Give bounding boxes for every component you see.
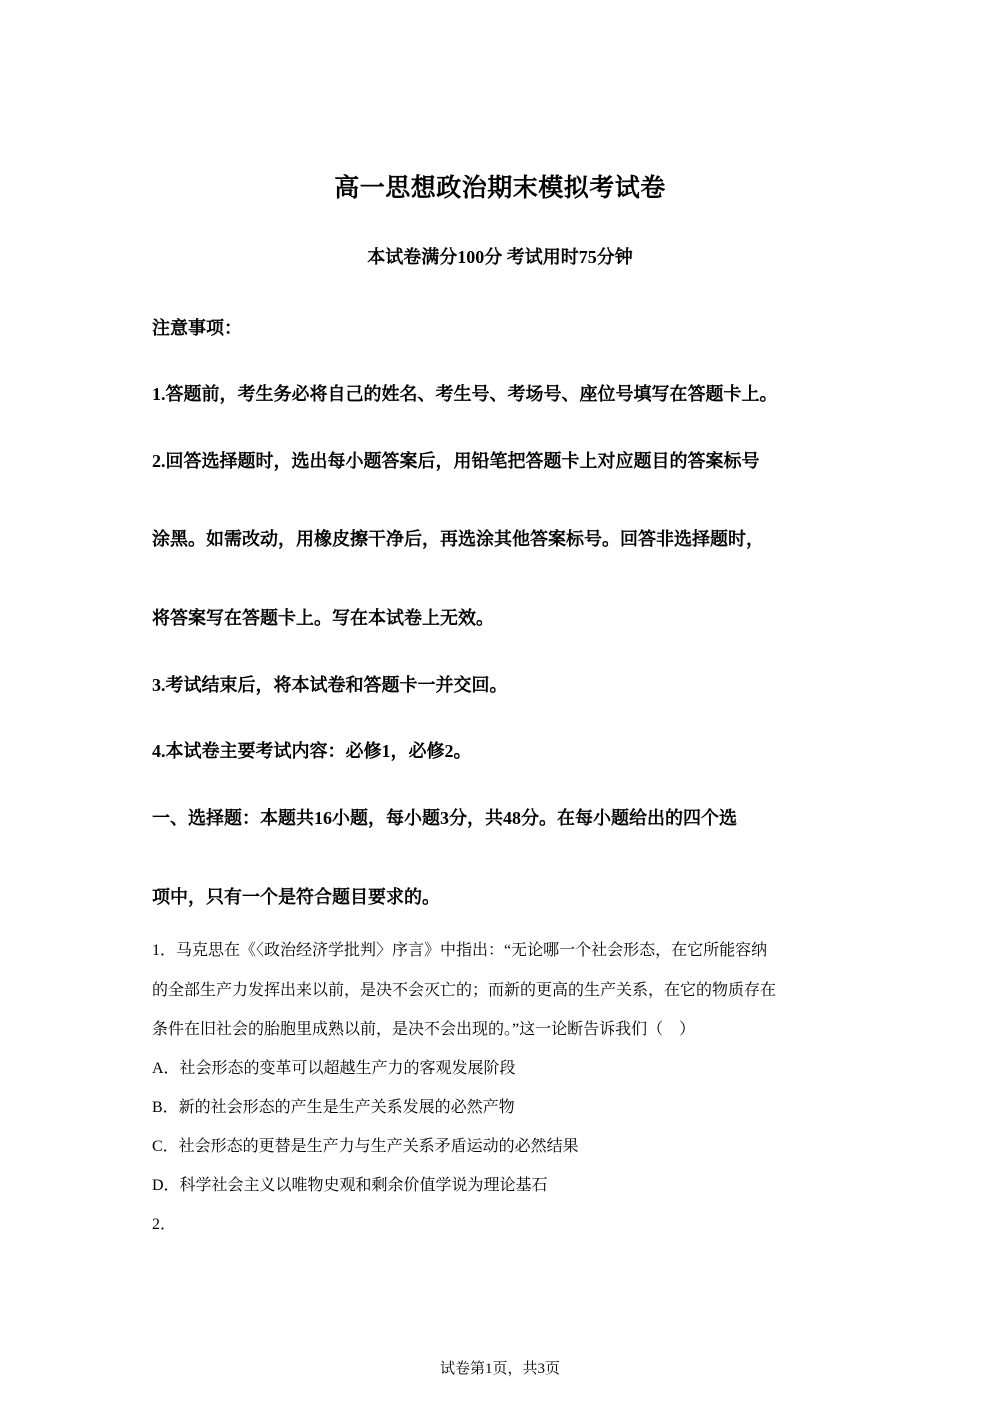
notice-heading: 注意事项： bbox=[152, 318, 242, 338]
section-heading-line-1: 一、选择题：本题共16小题，每小题3分，共48分。在每小题给出的四个选 bbox=[152, 808, 737, 828]
question-2-number: 2． bbox=[152, 1216, 177, 1233]
section-heading-line-2: 项中，只有一个是符合题目要求的。 bbox=[152, 887, 440, 907]
question-1-stem-line-1: 1．马克思在《〈政治经济学批判〉序言》中指出：“无论哪一个社会形态，在它所能容纳 bbox=[152, 942, 768, 959]
question-1-option-b: B．新的社会形态的产生是生产关系发展的必然产物 bbox=[152, 1099, 515, 1116]
question-1-option-c: C．社会形态的更替是生产力与生产关系矛盾运动的必然结果 bbox=[152, 1138, 579, 1155]
page-footer: 试卷第1页，共3页 bbox=[439, 1361, 560, 1377]
question-1-stem-line-2: 的全部生产力发挥出来以前，是决不会灭亡的；而新的更高的生产关系，在它的物质存在 bbox=[152, 982, 777, 999]
question-1-stem-line-3: 条件在旧社会的胎胞里成熟以前，是决不会出现的。”这一论断告诉我们（ ） bbox=[152, 1021, 696, 1038]
document-subtitle: 本试卷满分100分 考试用时75分钟 bbox=[367, 247, 633, 267]
question-1-option-a: A．社会形态的变革可以超越生产力的客观发展阶段 bbox=[152, 1060, 516, 1077]
notice-line-6: 4.本试卷主要考试内容：必修1，必修2。 bbox=[152, 741, 472, 761]
notice-line-3: 涂黑。如需改动，用橡皮擦干净后，再选涂其他答案标号。回答非选择题时， bbox=[152, 529, 764, 549]
notice-line-5: 3.考试结束后，将本试卷和答题卡一并交回。 bbox=[152, 675, 508, 695]
notice-line-4: 将答案写在答题卡上。写在本试卷上无效。 bbox=[152, 608, 494, 628]
notice-line-2: 2.回答选择题时，选出每小题答案后，用铅笔把答题卡上对应题目的答案标号 bbox=[152, 451, 760, 471]
notice-line-1: 1.答题前，考生务必将自己的姓名、考生号、考场号、座位号填写在答题卡上。 bbox=[152, 384, 778, 404]
question-1-option-d: D．科学社会主义以唯物史观和剩余价值学说为理论基石 bbox=[152, 1177, 548, 1194]
document-title: 高一思想政治期末模拟考试卷 bbox=[334, 175, 666, 202]
